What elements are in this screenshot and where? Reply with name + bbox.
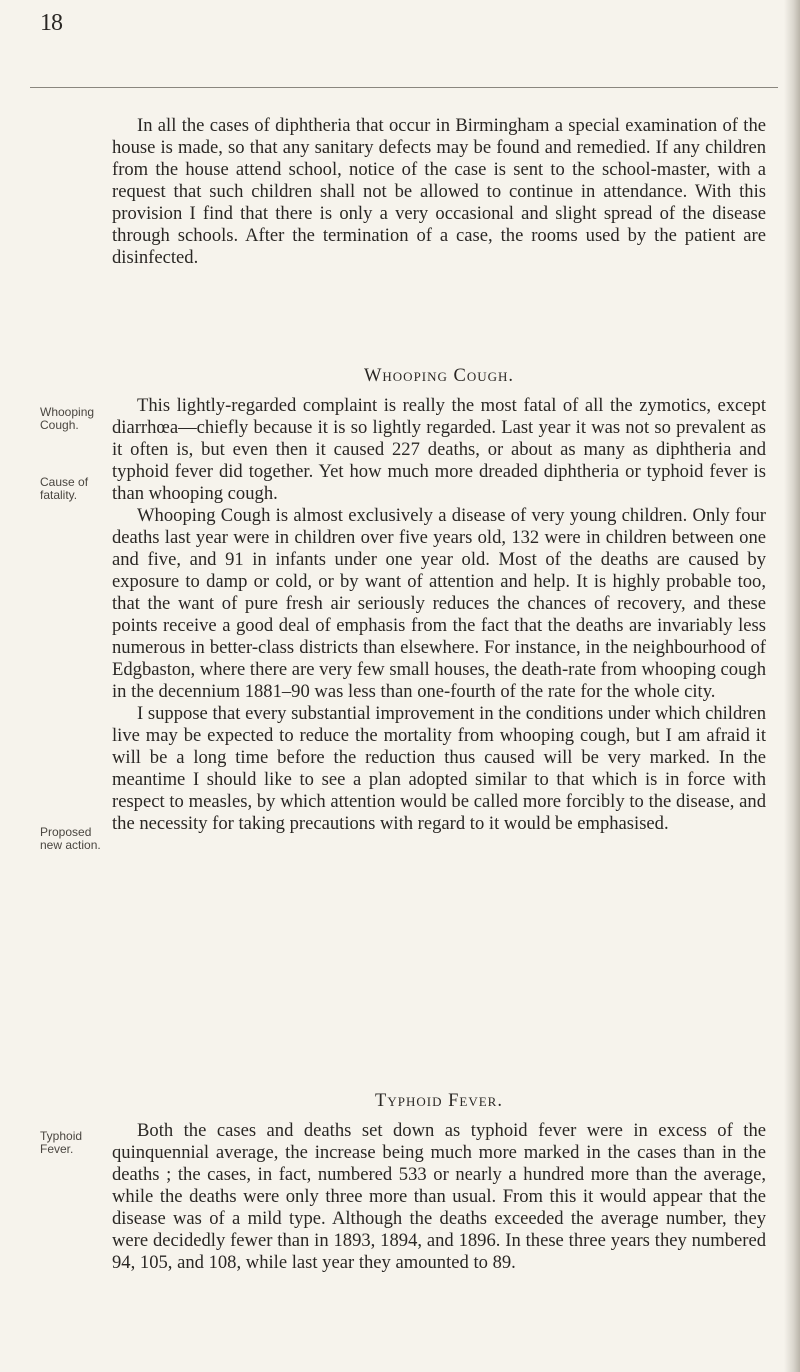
margin-note-typhoid-fever: Typhoid Fever.	[40, 1129, 83, 1156]
typhoid-fever-section	[112, 1120, 766, 1274]
whooping-paragraph-1: This lightly-regarded complaint is really the most fatal of all the zymotics, except diarrhœa—chiefly because it is so lightly regarded. Last year it was not so prevalent as it often is, but even then it caused 227 deaths, or about as many as diphtheria and typhoid fever did together. Yet how much more dreaded diphtheria or typhoid fever is than whooping cough.	[112, 395, 766, 504]
typhoid-fever-heading: Typhoid Fever.	[375, 1091, 503, 1111]
whooping-paragraph-2: Whooping Cough is almost exclusively a disease of very young children. Only four deaths last year were in children over five years old, 132 were in children between one and five, and 91 in infants under one year old. Most of the deaths are caused by exposure to damp or cold, or by want of attention and help. It is highly probable too, that the want of pure fresh air seriously reduces the chances of recovery, and these points receive a good deal of emphasis from the fact that the deaths are invariably less numerous in better-class districts than elsewhere. For instance, in the neighbourhood of Edgbaston, where there are very few small houses, the death-rate from whooping cough in the decennium 1881–90 was less than one-fourth of the rate for the whole city.	[112, 505, 766, 702]
page-number: 18	[40, 10, 62, 36]
header-rule	[30, 87, 778, 88]
whooping-paragraph-3: I suppose that every substantial improvement in the conditions under which children live may be expected to reduce the mortality from whooping cough, but I am afraid it will be a long time before the reduction thus caused will be very marked. In the meantime I should like to see a plan adopted similar to that which is in force with respect to measles, by which attention would be called more forcibly to the disease, and the necessity for taking precautions with regard to it would be emphasised.	[112, 703, 766, 834]
margin-note-whooping-cough: Whooping Cough.	[40, 405, 95, 432]
whooping-cough-section	[112, 395, 766, 835]
margin-note-proposed-new-action: Proposed new action.	[40, 825, 101, 852]
page-edge-shadow	[784, 0, 800, 1372]
margin-note-cause-of-fatality: Cause of fatality.	[40, 475, 89, 502]
typhoid-paragraph: Both the cases and deaths set down as typhoid fever were in excess of the quinquennial average, the increase being much more marked in the cases than in the deaths ; the cases, in fact, numbered 533 or nearly a hundred more than the average, while the deaths were only three more than usual. From this it would appear that the disease was of a mild type. Although the deaths exceeded the average number, they were decidedly fewer than in 1893, 1894, and 1896. In these three years they numbered 94, 105, and 108, while last year they amounted to 89.	[112, 1120, 766, 1273]
intro-paragraph: In all the cases of diphtheria that occur in Birmingham a special examination of the house is made, so that any sanitary defects may be found and remedied. If any children from the house attend school, notice of the case is sent to the school-master, with a request that such children shall not be allowed to continue in attendance. With this provision I find that there is only a very occasional and slight spread of the disease through schools. After the termination of a case, the rooms used by the patient are disinfected.	[112, 115, 766, 268]
whooping-cough-heading: Whooping Cough.	[363, 366, 515, 386]
intro-section	[112, 115, 766, 269]
